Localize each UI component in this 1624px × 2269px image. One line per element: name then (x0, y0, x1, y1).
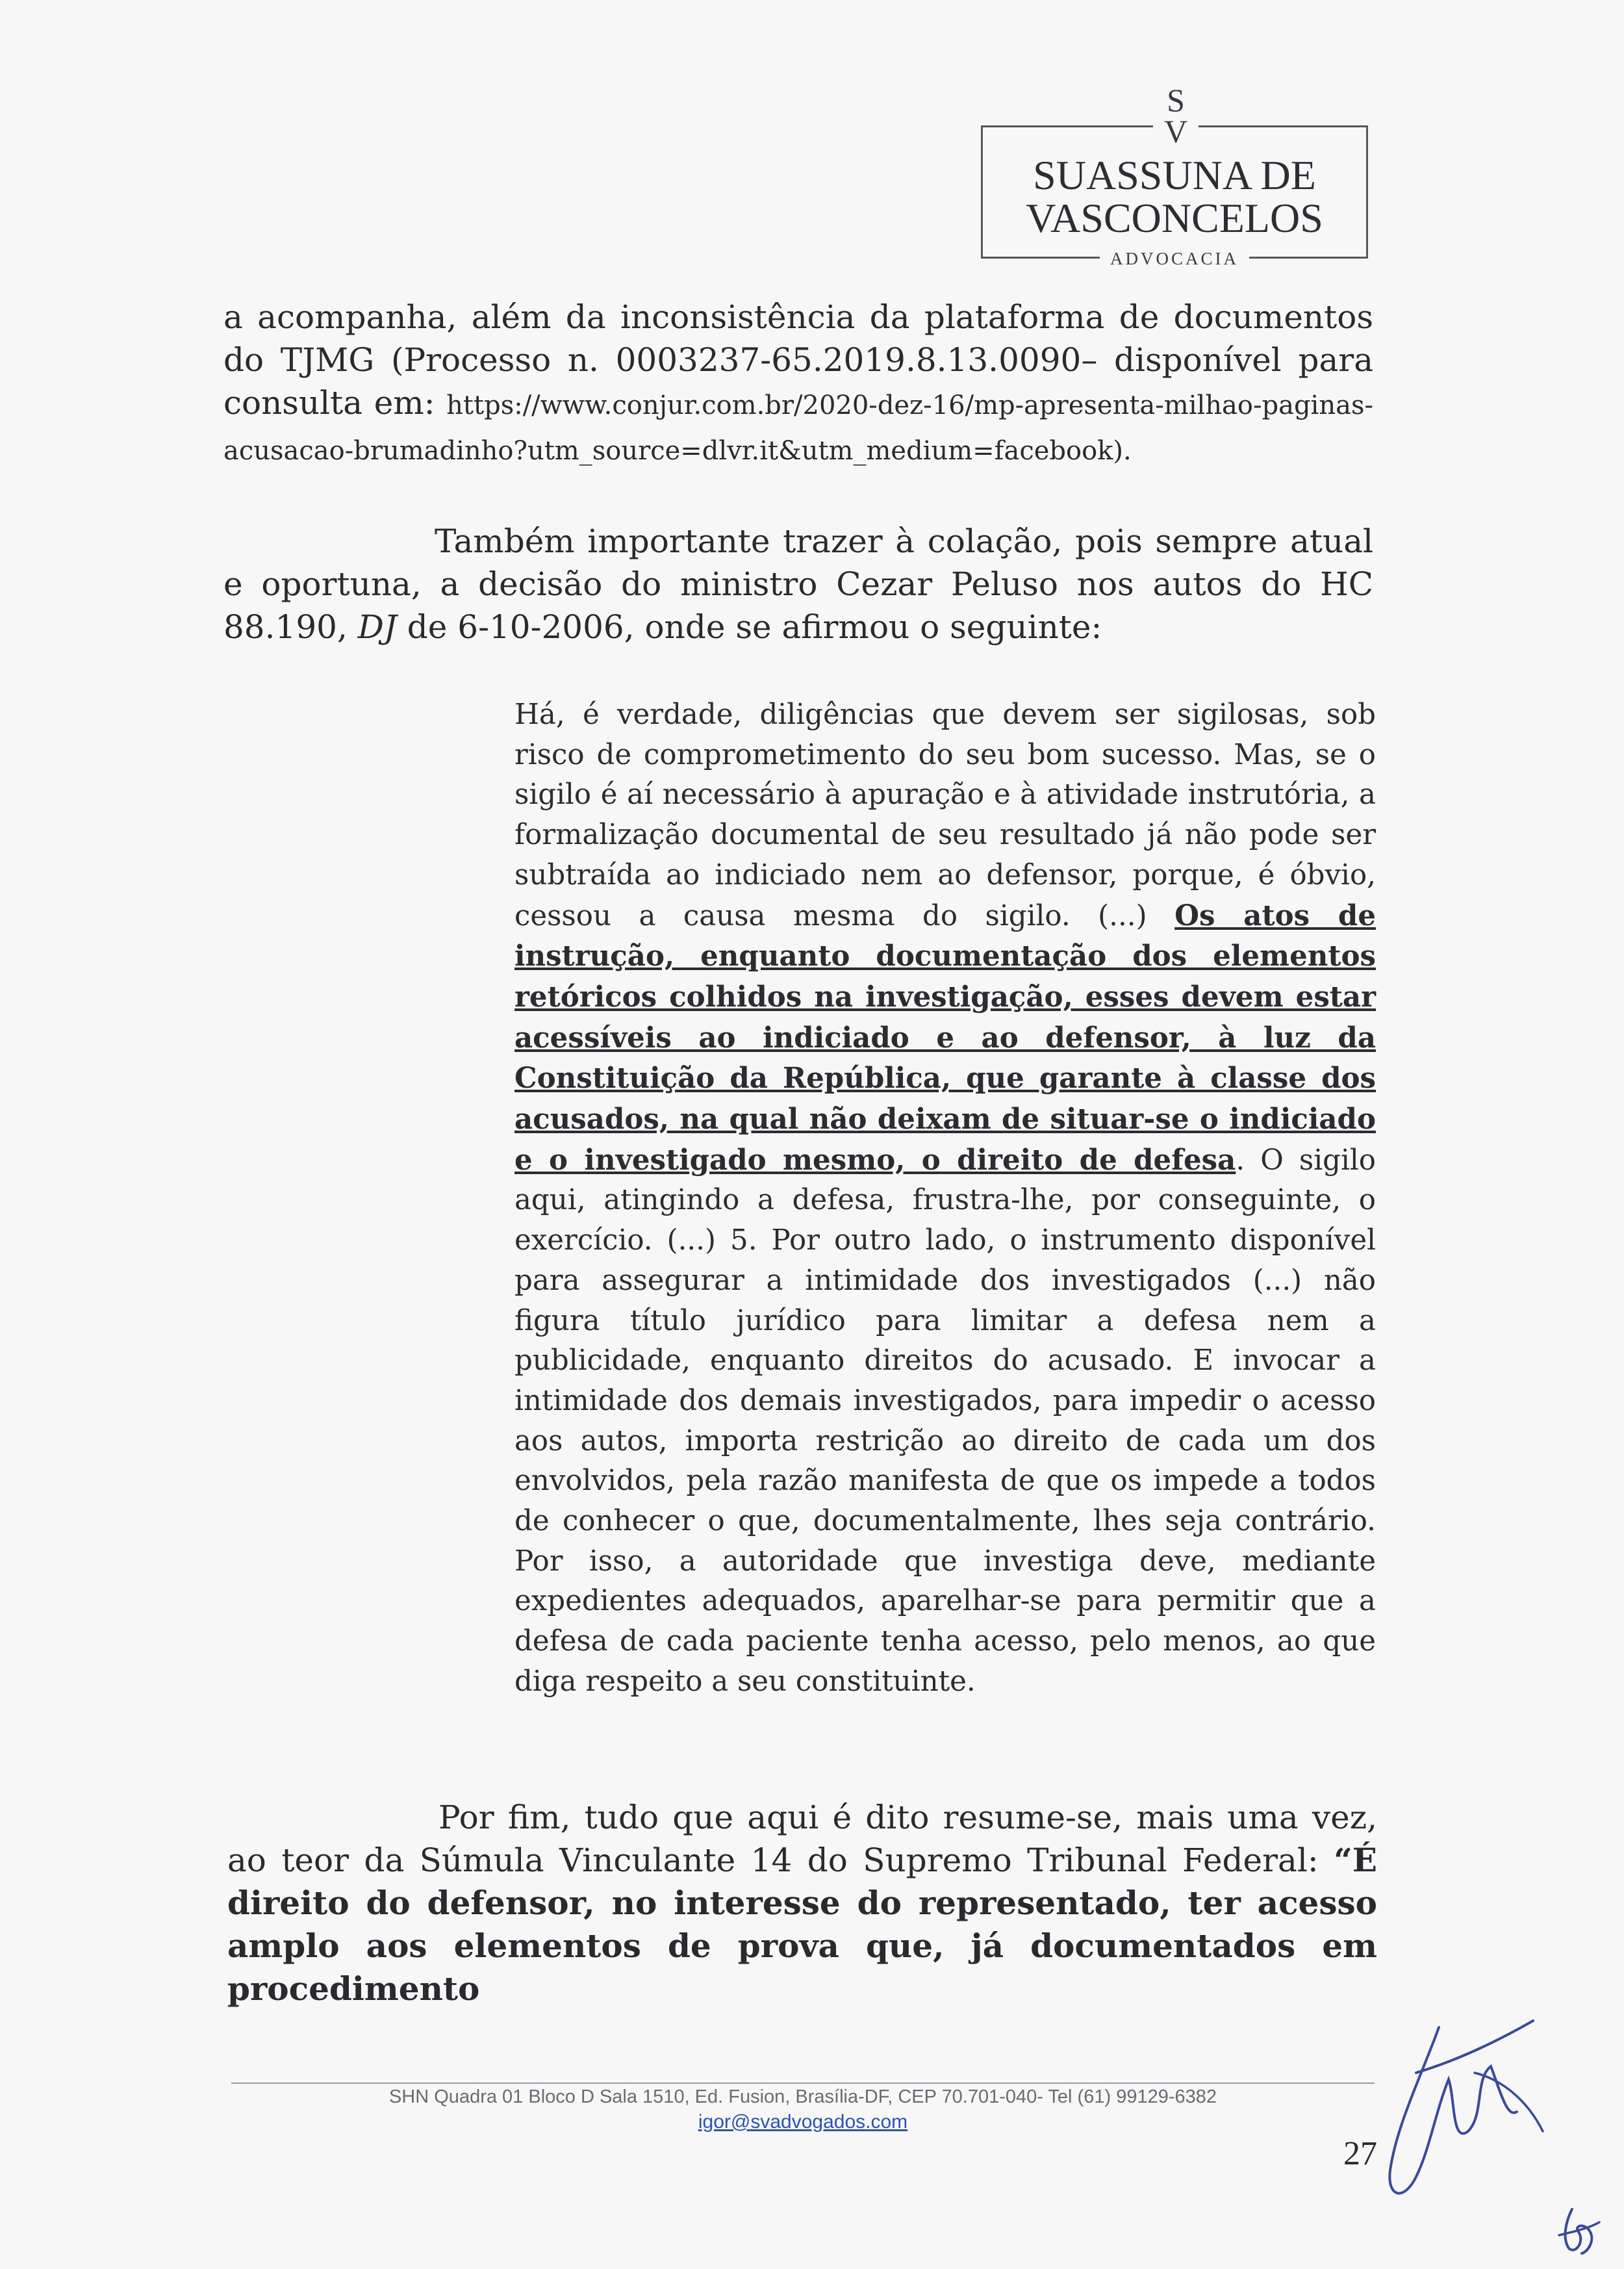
page-number: 27 (1343, 2135, 1377, 2172)
paragraph-process-reference (223, 296, 1373, 472)
paragraph-peluso-decision (223, 520, 1373, 648)
handwritten-initials (1553, 2203, 1605, 2258)
handwritten-signature (1377, 2001, 1553, 2216)
paragraph-2-text: Também importante trazer à colação, pois sempre atual e oportuna, a decisão do ministro Cezar Peluso nos autos do HC 88.190, (223, 522, 1373, 646)
quote-underlined-bold: Os atos de instrução, enquanto documentação dos elementos retóricos colhidos na investigação, esses devem estar acessíveis ao indiciado e ao defensor, à luz da Constituição da República, que garante à classe dos acusados, na qual não deixam de situar-se o indiciado e o investigado mesmo, o direito de defesa (514, 899, 1377, 1177)
block-quote (514, 695, 1376, 1702)
firm-name-line1: SUASSUNA DE (1033, 152, 1316, 198)
paragraph-1-text: a acompanha, além da inconsistência da plataforma de documentos do TJMG (Processo n. 0003237-65.2019.8.13.0090– disponível para consulta em: (223, 298, 1373, 422)
conjur-link[interactable]: https://www.conjur.com.br/2020-dez-16/mp-apresenta-milhao-paginas-acusacao-brumadinho?utm_source=dlvr.it&utm_medium=facebook). (223, 391, 1373, 466)
firm-tagline: ADVOCACIA (1100, 248, 1249, 270)
quote-part-2: . O sigilo aqui, atingindo a defesa, frustra-lhe, por conseguinte, o exercício. (...) 5. Por outro lado, o instrumento disponível para assegurar a intimidade dos investigados (...) não figura título jurídico para limitar a defesa nem a publicidade, enquanto direitos do acusado. E invocar a intimidade dos demais investigados, para impedir o acesso aos autos, importa restrição ao direito de cada um dos envolvidos, pela razão manifesta de que os impede a todos de conhecer o que, documentalmente, lhes seja contrário. Por isso, a autoridade que investiga deve, mediante expedientes adequados, aparelhar-se para permitir que a defesa de cada paciente tenha acesso, pelo menos, ao que diga respeito a seu constituinte. (514, 1144, 1376, 1698)
paragraph-3-text: Por fim, tudo que aqui é dito resume-se, mais uma vez, ao teor da Súmula Vinculante 14 do Supremo Tribunal Federal: (227, 1799, 1377, 1879)
quote-part-1: Há, é verdade, diligências que devem ser sigilosas, sob risco de comprometimento do seu bom sucesso. Mas, se o sigilo é aí necessário à apuração e à atividade instrutória, a formalização documental de seu resultado já não pode ser subtraída ao indiciado nem ao defensor, porque, é óbvio, cessou a causa mesma do sigilo. (...) (514, 699, 1376, 932)
paragraph-2-text-end: de 6-10-2006, onde se afirmou o seguinte: (396, 608, 1102, 646)
firm-name-line2: VASCONCELOS (1026, 195, 1323, 241)
footer-address: SHN Quadra 01 Bloco D Sala 1510, Ed. Fusion, Brasília-DF, CEP 70.701-040- Tel (61) 99129-6382 (388, 2086, 1217, 2107)
paragraph-2-dj: DJ (357, 608, 397, 646)
footer-email-link[interactable]: igor@svadvogados.com (698, 2111, 908, 2133)
logo-monogram: S V (1153, 84, 1199, 149)
paragraph-sumula (227, 1796, 1377, 2010)
sumula-quote-bold: “É direito do defensor, no interesse do representado, ter acesso amplo aos elementos de prova que, já documentados em procedimento (227, 1841, 1377, 2008)
